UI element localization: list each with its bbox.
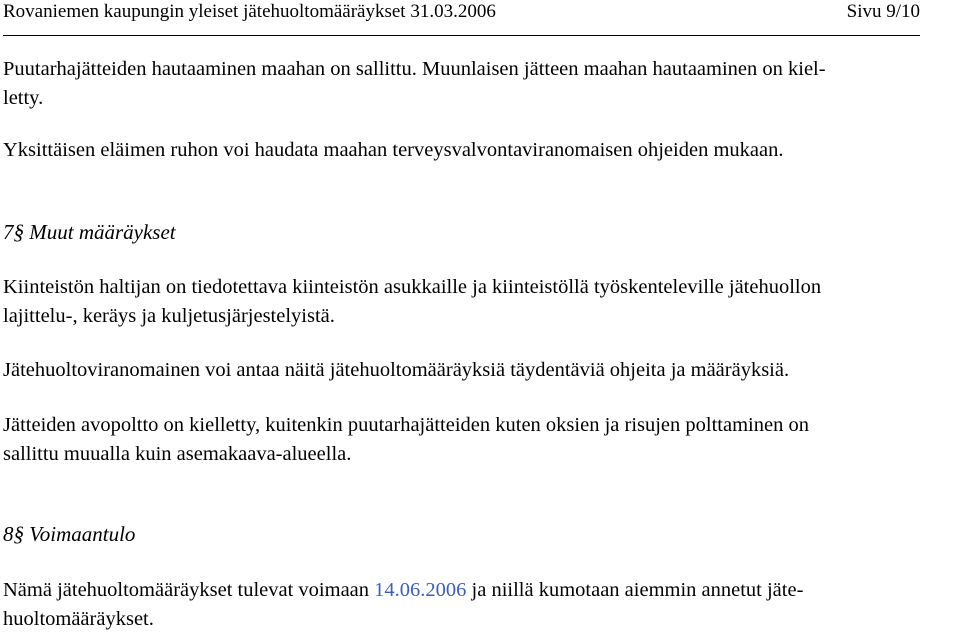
paragraph-line: letty.	[3, 87, 44, 109]
text-after-date: ja niillä kumotaan aiemmin annetut jäte-	[466, 579, 804, 601]
paragraph-line: Jätehuoltoviranomainen voi antaa näitä jätehuoltomääräyksiä täydentäviä ohjeita ja määräyksiä.	[3, 359, 790, 381]
paragraph-line: Puutarhajätteiden hautaaminen maahan on sallittu. Muunlaisen jätteen maahan hautaaminen on kiel-	[3, 58, 826, 80]
paragraph-line: Yksittäisen eläimen ruhon voi haudata maahan terveysvalvontaviranomaisen ohjeiden mukaan.	[3, 139, 784, 161]
section-8-paragraph-entry-into-force	[3, 576, 948, 634]
section-7-paragraph-guidelines	[3, 356, 948, 385]
header-page-number: Sivu 9/10	[846, 1, 920, 22]
section-7-heading: 7§ Muut määräykset	[3, 220, 176, 244]
paragraph-garden-waste-burial	[3, 55, 948, 113]
paragraph-line: huoltomääräykset.	[3, 608, 154, 630]
paragraph-line: lajittelu-, keräys ja kuljetusjärjestelyistä.	[3, 305, 335, 327]
text-before-date: Nämä jätehuoltomääräykset tulevat voimaan	[3, 579, 375, 601]
section-7-paragraph-informing	[3, 273, 948, 331]
section-8-heading: 8§ Voimaantulo	[3, 522, 136, 546]
paragraph-line: Jätteiden avopoltto on kielletty, kuitenkin puutarhajätteiden kuten oksien ja risujen polttaminen on	[3, 414, 809, 436]
paragraph-line: sallittu muualla kuin asemakaava-alueella.	[3, 443, 352, 465]
section-7-paragraph-open-burning	[3, 411, 948, 469]
header-document-title: Rovaniemen kaupungin yleiset jätehuoltomääräykset 31.03.2006	[3, 1, 496, 22]
page-header	[3, 0, 920, 24]
effective-date-link[interactable]: 14.06.2006	[374, 579, 467, 601]
paragraph-animal-burial	[3, 136, 948, 165]
paragraph-line: Kiinteistön haltijan on tiedotettava kiinteistön asukkaille ja kiinteistöllä työskenteleville jätehuollon	[3, 276, 822, 298]
header-divider	[3, 35, 920, 36]
paragraph-line	[3, 576, 948, 605]
